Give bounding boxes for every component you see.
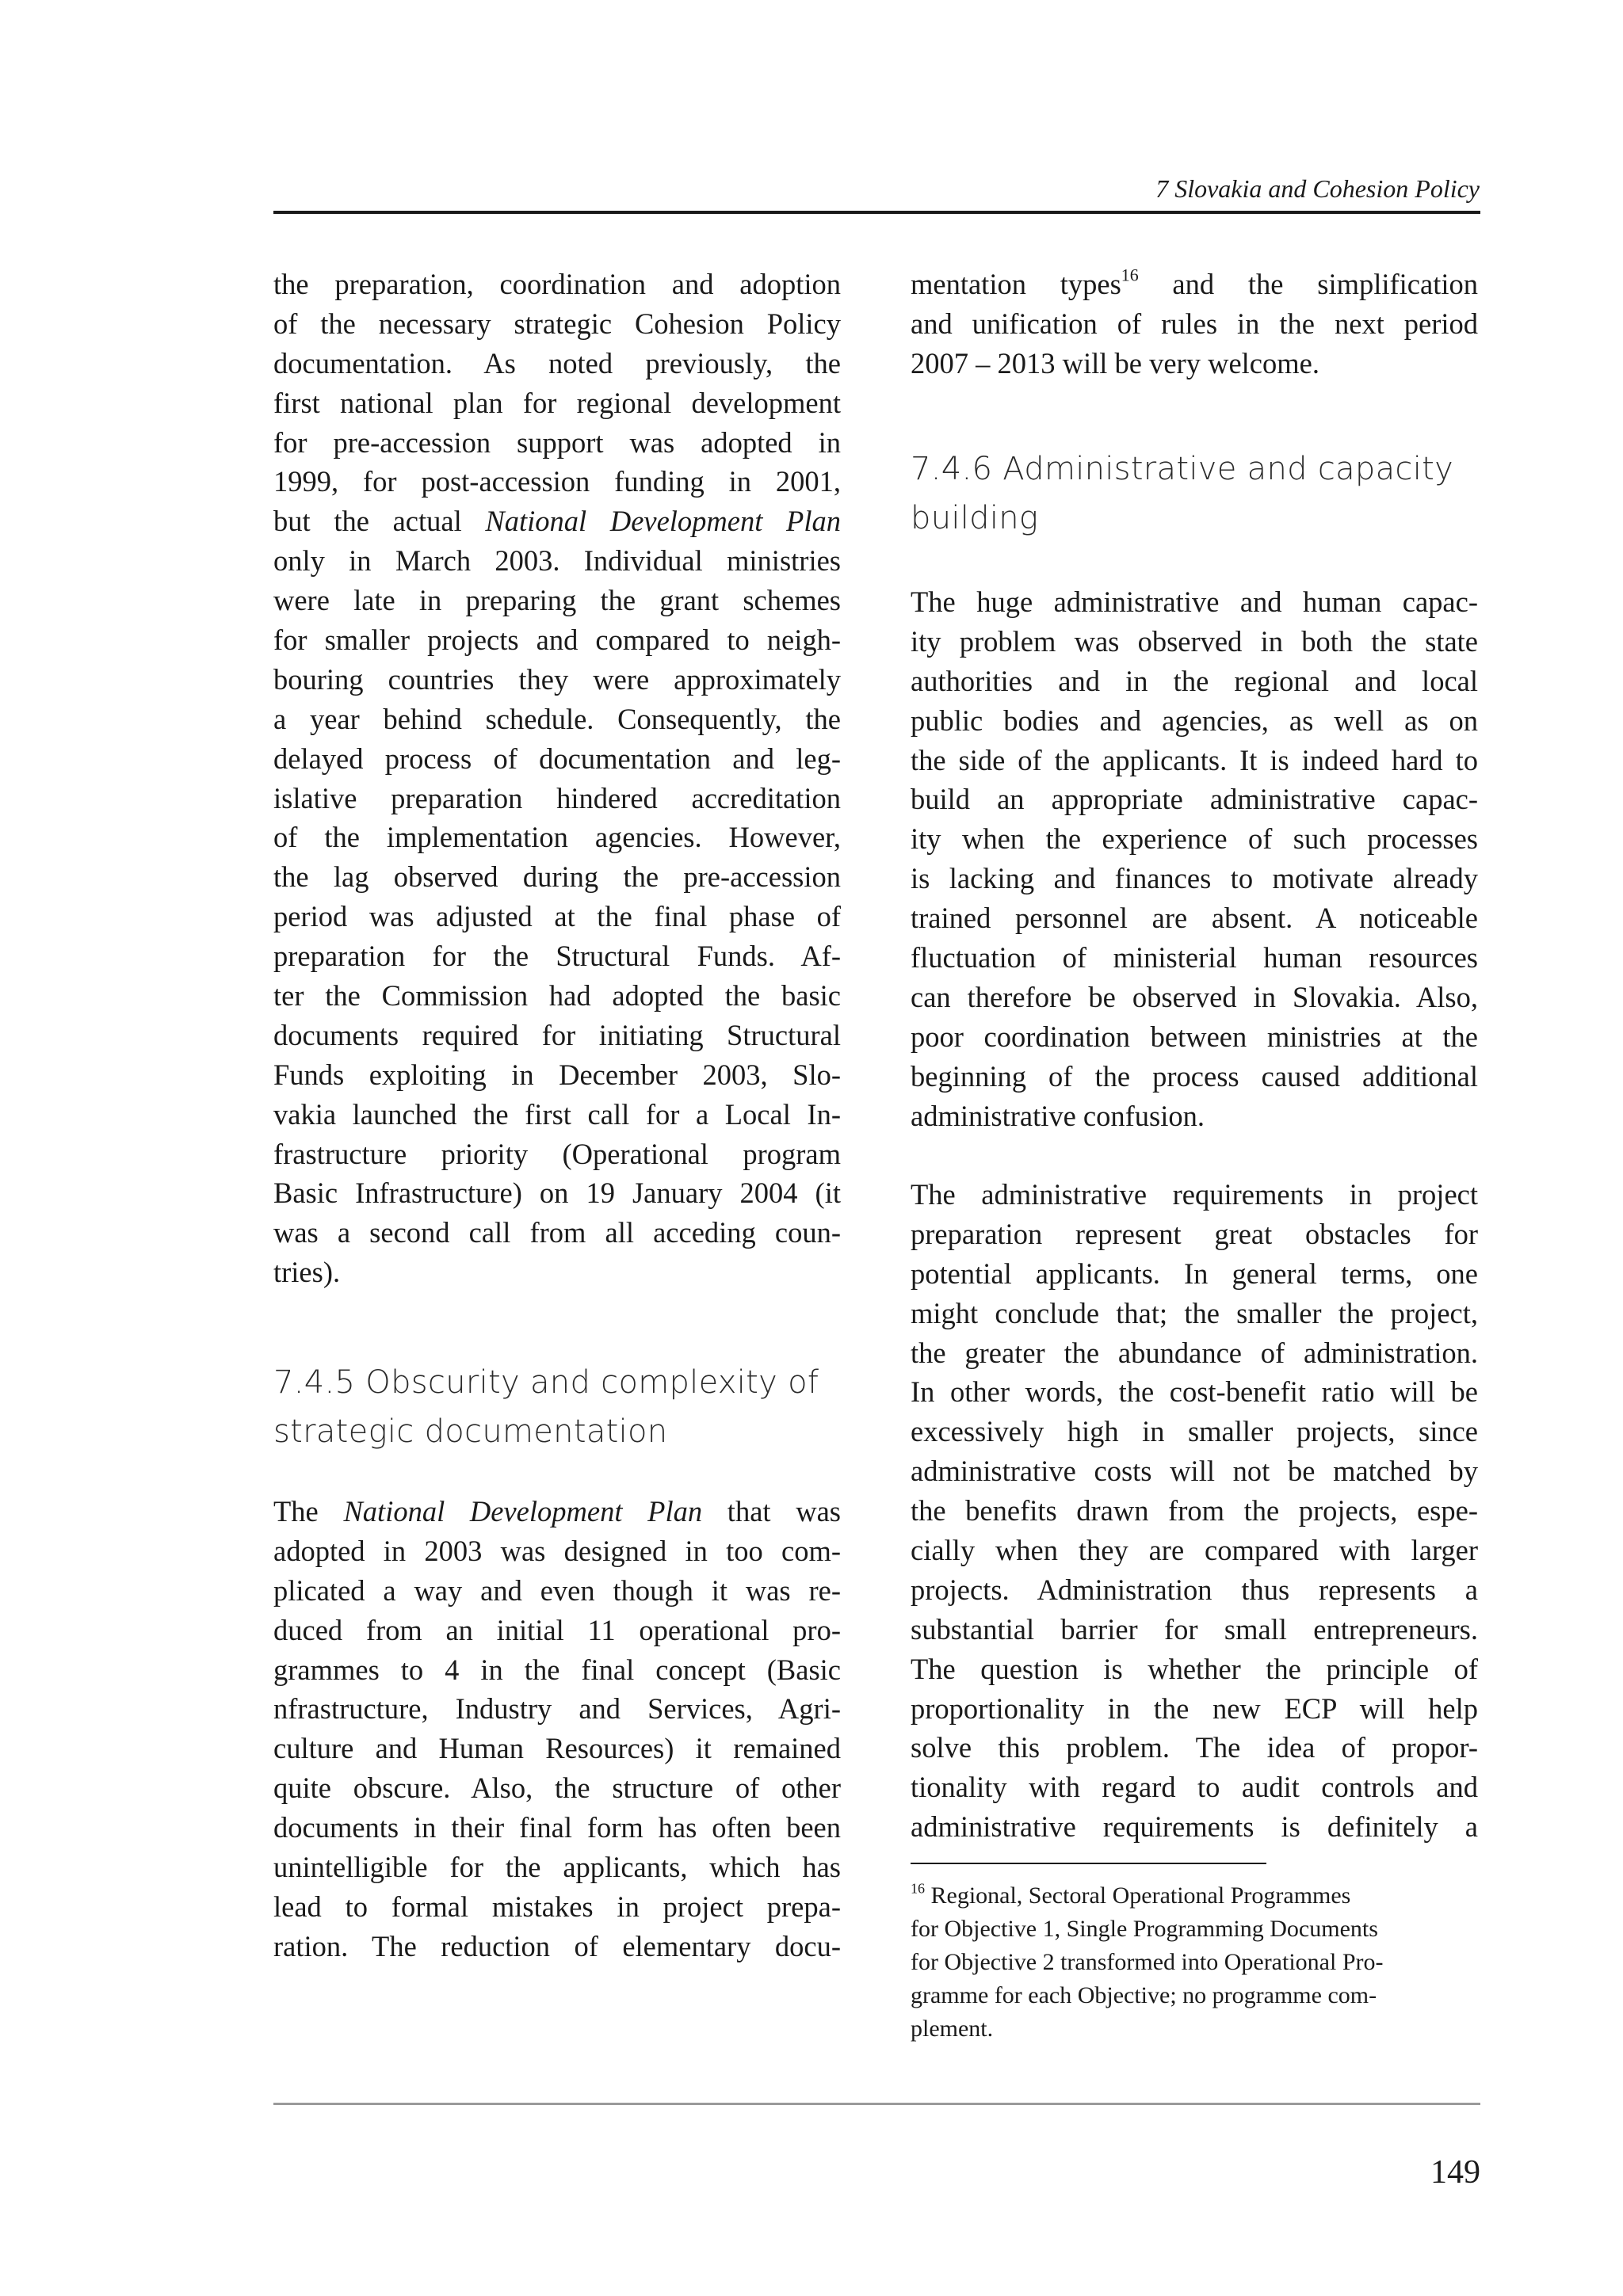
text-line: duced from an initial 11 operational pro- bbox=[273, 1613, 841, 1646]
text-line: proportionality in the new ECP will help bbox=[911, 1691, 1478, 1725]
text-line: is lacking and finances to motivate already bbox=[911, 862, 1478, 895]
text-line: preparation represent great obstacles for bbox=[911, 1217, 1478, 1250]
text-line bbox=[911, 265, 1478, 304]
left-paragraph-2 bbox=[273, 1492, 841, 1966]
text-line: Funds exploiting in December 2003, Slo- bbox=[273, 1058, 841, 1091]
text-line: trained personnel are absent. A noticeable bbox=[911, 902, 1478, 935]
text-line: ity problem was observed in both the state bbox=[911, 624, 1478, 658]
text-line: projects. Administration thus represents a bbox=[911, 1573, 1478, 1606]
right-paragraph-1 bbox=[911, 265, 1478, 383]
text-line: of the implementation agencies. However, bbox=[273, 821, 841, 854]
text-line: unintelligible for the applicants, which has bbox=[273, 1851, 841, 1884]
text-line: first national plan for regional development bbox=[273, 386, 841, 419]
text-line: culture and Human Resources) it remained bbox=[273, 1732, 841, 1765]
text-line: for smaller projects and compared to neigh- bbox=[273, 624, 841, 657]
text-line bbox=[911, 1879, 1383, 1913]
text-segment: The bbox=[273, 1495, 344, 1527]
text-line: Basic Infrastructure) on 19 January 2004 (it bbox=[273, 1177, 841, 1210]
footnote-marker: 16 bbox=[911, 1880, 925, 1897]
text-line: tionality with regard to audit controls and bbox=[911, 1771, 1478, 1804]
text-line: might conclude that; the smaller the project, bbox=[911, 1296, 1478, 1329]
text-line: public bodies and agencies, as well as on bbox=[911, 704, 1478, 737]
italic-title: National Development Plan bbox=[343, 1495, 703, 1527]
text-line: the preparation, coordination and adoption bbox=[273, 268, 841, 300]
text-line: a year behind schedule. Consequently, the bbox=[273, 702, 841, 735]
text-line: the greater the abundance of administration. bbox=[911, 1336, 1478, 1369]
text-line: ity when the experience of such processes bbox=[911, 822, 1478, 856]
heading-line: strategic documentation bbox=[273, 1413, 668, 1450]
text-segment: and the simplification bbox=[1138, 268, 1478, 300]
footnote-rule bbox=[911, 1863, 1266, 1864]
text-line: solve this problem. The idea of propor- bbox=[911, 1731, 1478, 1764]
text-line: plement. bbox=[911, 2016, 994, 2042]
text-line bbox=[273, 502, 841, 541]
footnote-marker: 16 bbox=[1121, 265, 1139, 285]
text-line: bouring countries they were approximately bbox=[273, 662, 841, 696]
text-segment: but the actual bbox=[273, 505, 486, 538]
text-line: of the necessary strategic Cohesion Policy bbox=[273, 307, 841, 340]
text-line: The question is whether the principle of bbox=[911, 1652, 1478, 1685]
text-line: authorities and in the regional and local bbox=[911, 664, 1478, 697]
text-line: In other words, the cost-benefit ratio will be bbox=[911, 1375, 1478, 1409]
text-line: lead to formal mistakes in project prepa- bbox=[273, 1890, 841, 1923]
text-line: and unification of rules in the next period bbox=[911, 307, 1478, 340]
text-segment: that was bbox=[702, 1495, 841, 1527]
right-paragraph-2 bbox=[911, 582, 1478, 1135]
text-line: documents in their final form has often been bbox=[273, 1811, 841, 1844]
footnote-16 bbox=[911, 1879, 1383, 2046]
text-line: were late in preparing the grant schemes bbox=[273, 584, 841, 617]
text-line: documentation. As noted previously, the bbox=[273, 346, 841, 379]
text-line: ter the Commission had adopted the basic bbox=[273, 979, 841, 1013]
text-line: poor coordination between ministries at the bbox=[911, 1020, 1478, 1053]
text-line: build an appropriate administrative capac- bbox=[911, 783, 1478, 816]
header-rule bbox=[273, 211, 1480, 214]
text-line: vakia launched the first call for a Local In- bbox=[273, 1097, 841, 1131]
text-line: the benefits drawn from the projects, espe- bbox=[911, 1494, 1478, 1527]
text-line: for pre-accession support was adopted in bbox=[273, 425, 841, 459]
left-paragraph-1 bbox=[273, 265, 841, 1292]
text-line: preparation for the Structural Funds. Af- bbox=[273, 940, 841, 973]
text-line: documents required for initiating Structural bbox=[273, 1018, 841, 1051]
right-paragraph-3 bbox=[911, 1175, 1478, 1847]
text-line: plicated a way and even though it was re- bbox=[273, 1573, 841, 1607]
section-heading-7-4-6 bbox=[911, 444, 1453, 543]
italic-title: National Development Plan bbox=[485, 505, 841, 538]
text-line: the side of the applicants. It is indeed hard to bbox=[911, 743, 1478, 776]
text-line bbox=[273, 1492, 841, 1531]
text-line: was a second call from all acceding coun- bbox=[273, 1216, 841, 1249]
text-line: period was adjusted at the final phase of bbox=[273, 900, 841, 933]
text-line: potential applicants. In general terms, one bbox=[911, 1257, 1478, 1290]
heading-line: 7.4.5 Obscurity and complexity of bbox=[273, 1364, 819, 1401]
text-segment: mentation types bbox=[911, 268, 1121, 300]
text-line: cially when they are compared with larger bbox=[911, 1534, 1478, 1567]
text-line: administrative confusion. bbox=[911, 1099, 1205, 1132]
text-line: The huge administrative and human capac- bbox=[911, 585, 1478, 618]
footer-rule bbox=[273, 2103, 1480, 2105]
text-line: gramme for each Objective; no programme com- bbox=[911, 1982, 1377, 2008]
text-line: ration. The reduction of elementary docu- bbox=[273, 1929, 841, 1962]
text-line: The administrative requirements in project bbox=[911, 1178, 1478, 1211]
text-line: delayed process of documentation and leg- bbox=[273, 742, 841, 775]
text-line: grammes to 4 in the final concept (Basic bbox=[273, 1653, 841, 1686]
text-line: fluctuation of ministerial human resources bbox=[911, 941, 1478, 974]
text-line: for Objective 2 transformed into Operational Pro- bbox=[911, 1949, 1384, 1975]
heading-line: building bbox=[911, 500, 1039, 536]
page-number: 149 bbox=[1430, 2154, 1480, 2191]
text-line: excessively high in smaller projects, since bbox=[911, 1415, 1478, 1448]
text-line: nfrastructure, Industry and Services, Agri- bbox=[273, 1692, 841, 1726]
text-line: 1999, for post-accession funding in 2001, bbox=[273, 465, 841, 498]
text-line: administrative requirements is definitely a bbox=[911, 1810, 1478, 1844]
text-line: 2007 – 2013 will be very welcome. bbox=[911, 346, 1319, 379]
text-line: administrative costs will not be matched by bbox=[911, 1455, 1478, 1488]
text-line: substantial barrier for small entrepreneurs. bbox=[911, 1612, 1478, 1646]
running-head: 7 Slovakia and Cohesion Policy bbox=[1155, 174, 1480, 203]
text-line: islative preparation hindered accreditation bbox=[273, 781, 841, 814]
heading-line: 7.4.6 Administrative and capacity bbox=[911, 451, 1454, 487]
text-line: tries). bbox=[273, 1256, 341, 1289]
section-heading-7-4-5 bbox=[273, 1358, 819, 1456]
text-line: beginning of the process caused additional bbox=[911, 1059, 1478, 1093]
text-segment: Regional, Sectoral Operational Programmes bbox=[925, 1882, 1351, 1909]
text-line: only in March 2003. Individual ministries bbox=[273, 544, 841, 578]
text-line: quite obscure. Also, the structure of other bbox=[273, 1772, 841, 1805]
text-line: can therefore be observed in Slovakia. Also, bbox=[911, 980, 1478, 1013]
text-line: for Objective 1, Single Programming Documents bbox=[911, 1916, 1378, 1942]
text-line: the lag observed during the pre-accession bbox=[273, 860, 841, 894]
text-line: frastructure priority (Operational program bbox=[273, 1137, 841, 1170]
text-line: adopted in 2003 was designed in too com- bbox=[273, 1534, 841, 1567]
